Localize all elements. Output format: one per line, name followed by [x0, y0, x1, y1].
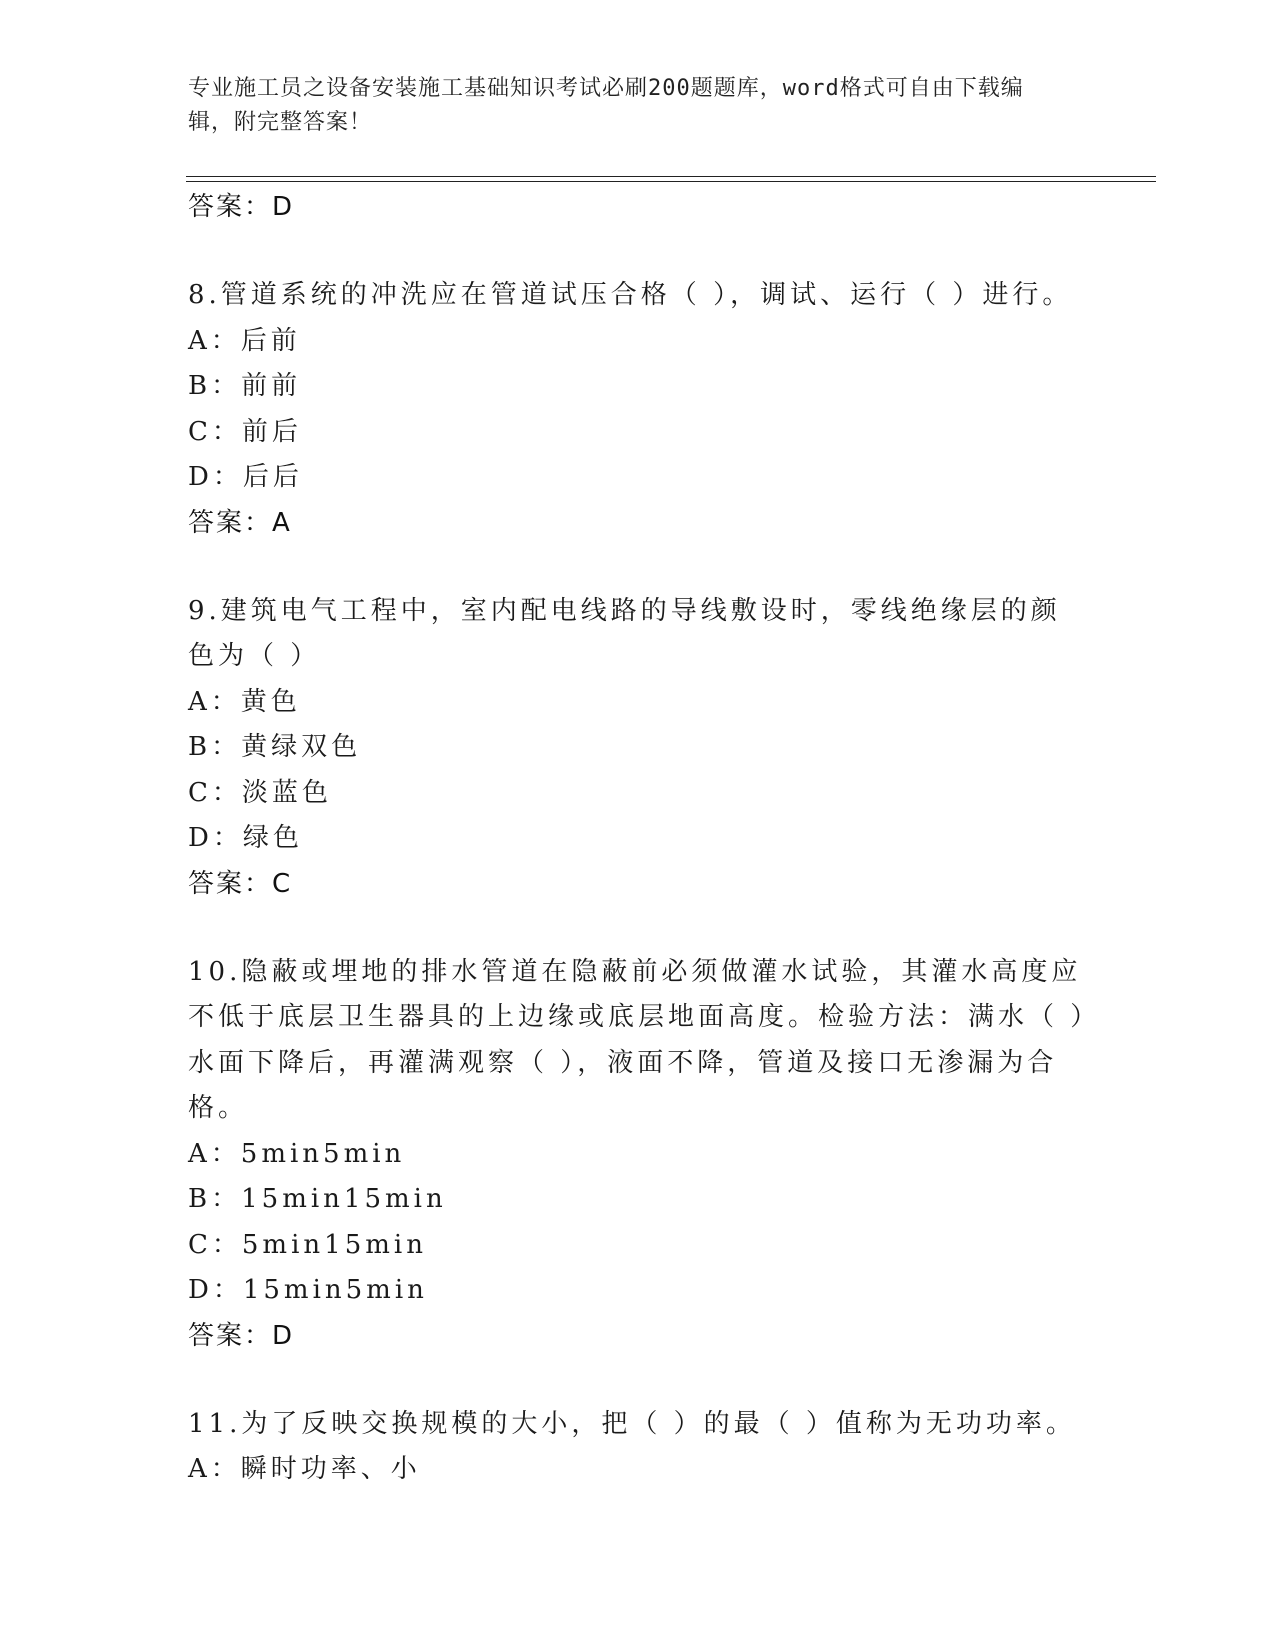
- option-d: D：15min5min: [188, 1275, 428, 1305]
- document-header: 专业施工员之设备安装施工基础知识考试必刷200题题库，word格式可自由下载编辑，附完整答案！: [188, 76, 1024, 135]
- option-b: B：黄绿双色: [188, 732, 362, 762]
- spacer: [188, 906, 1088, 950]
- question-text: 9.建筑电气工程中，室内配电线路的导线敷设时，零线绝缘层的颜色为（ ）: [188, 595, 1061, 671]
- header-divider: [186, 176, 1156, 177]
- question-list: [188, 185, 1088, 1493]
- option-c: C：淡蓝色: [188, 777, 332, 808]
- option-c: C：5min15min: [188, 1229, 427, 1260]
- question-text: 10.隐蔽或埋地的排水管道在隐蔽前必须做灌水试验，其灌水高度应不低于底层卫生器具的上边缘或底层地面高度。检验方法：满水（ ）水面下降后，再灌满观察（ ），液面不降，管道及接口无渗漏为合格。: [188, 956, 1088, 1123]
- spacer: [188, 545, 1088, 589]
- option-a: A：黄色: [188, 686, 301, 717]
- option-a: A：后前: [188, 325, 301, 356]
- option-d: D：后后: [188, 462, 303, 492]
- answer-label: 答案：A: [188, 507, 292, 538]
- option-a: A：5min5min: [188, 1138, 406, 1169]
- question-block: [188, 950, 1088, 1358]
- spacer: [188, 229, 1088, 273]
- question-block: [188, 1402, 1088, 1493]
- spacer: [188, 1358, 1088, 1402]
- question-text: 11.为了反映交换规模的大小，把（ ）的最（ ）值称为无功功率。: [188, 1408, 1076, 1439]
- question-text: 8.管道系统的冲洗应在管道试压合格（ ），调试、运行（ ）进行。: [188, 280, 1073, 310]
- option-d: D：绿色: [188, 823, 303, 853]
- option-b: B：15min15min: [188, 1184, 447, 1214]
- answer-label: 答案：C: [188, 868, 293, 899]
- question-block: [188, 589, 1088, 906]
- option-c: C：前后: [188, 416, 302, 447]
- option-b: B：前前: [188, 371, 302, 401]
- answer-label: 答案：D: [188, 192, 295, 222]
- header-divider-secondary: [186, 181, 1156, 182]
- answer-label: 答案：D: [188, 1320, 295, 1351]
- option-a: A：瞬时功率、小: [188, 1454, 421, 1484]
- question-block: [188, 273, 1088, 545]
